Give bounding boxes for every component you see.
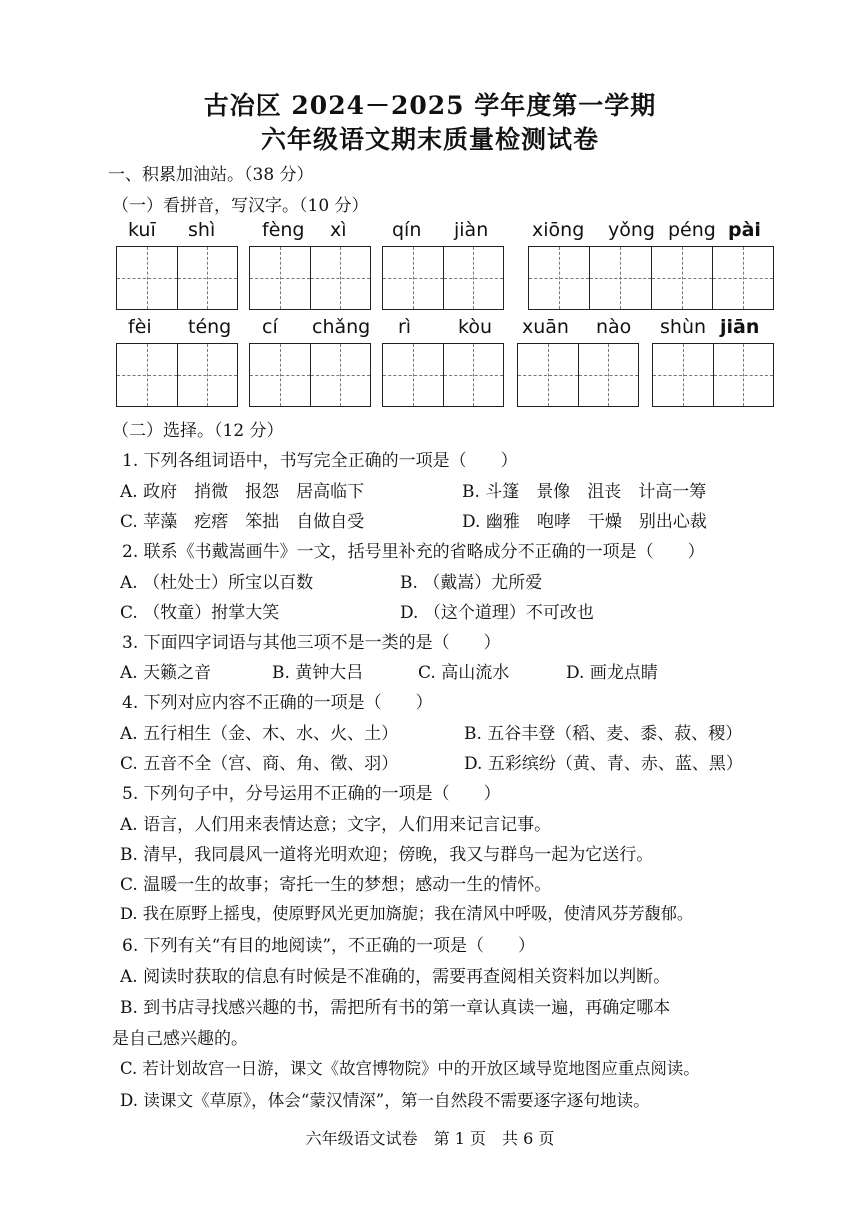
section1-heading: 一、积累加油站。（38 分） <box>108 165 314 185</box>
q2-option-a: A. （杜处士）所宝以百数 <box>120 573 314 593</box>
pinyin: péng <box>668 219 716 241</box>
question-5: 5. 下列句子中，分号运用不正确的一项是（ ） <box>122 784 501 804</box>
pinyin: xiōng <box>532 219 585 241</box>
writing-grid[interactable] <box>382 343 504 407</box>
pinyin: fèi <box>128 316 152 338</box>
q4-option-c: C. 五音不全（宫、商、角、徵、羽） <box>120 754 399 774</box>
question-1: 1. 下列各组词语中，书写完全正确的一项是（ ） <box>122 451 518 471</box>
question-4: 4. 下列对应内容不正确的一项是（ ） <box>122 693 433 713</box>
q6-option-b: B. 到书店寻找感兴趣的书，需把所有书的第一章认真读一遍，再确定哪本 <box>120 998 671 1018</box>
part1-heading: （一）看拼音，写汉字。（10 分） <box>112 196 369 216</box>
writing-grid[interactable] <box>652 343 774 407</box>
pinyin: jiàn <box>454 219 489 241</box>
writing-grid[interactable] <box>517 343 639 407</box>
exam-title-line1: 古冶区 2024－2025 学年度第一学期 <box>203 91 657 120</box>
writing-grid[interactable] <box>116 343 238 407</box>
pinyin: kuī <box>128 219 156 241</box>
pinyin: pài <box>728 219 761 241</box>
pinyin: shì <box>188 219 216 241</box>
q1-option-a: A. 政府 捎微 报怨 居高临下 <box>120 482 365 502</box>
q5-option-d: D. 我在原野上摇曳，使原野风光更加旖旎；我在清风中呼吸，使清风芬芳馥郁。 <box>120 904 694 923</box>
writing-grid[interactable] <box>249 246 371 310</box>
pinyin: yǒng <box>608 219 655 241</box>
q5-option-a: A. 语言，人们用来表情达意；文字，人们用来记言记事。 <box>120 815 552 835</box>
pinyin: shùn <box>660 316 707 338</box>
pinyin: qín <box>392 219 422 241</box>
q3-option-d: D. 画龙点睛 <box>566 663 658 683</box>
pinyin: téng <box>188 316 232 338</box>
pinyin: fèng <box>262 219 305 241</box>
q1-option-c: C. 苹藻 疙瘩 笨拙 自做自受 <box>120 512 365 532</box>
pinyin: xì <box>330 219 347 241</box>
q6-option-d: D. 读课文《草原》，体会“蒙汉情深”，第一自然段不需要逐字逐句地读。 <box>120 1091 650 1110</box>
page-footer: 六年级语文试卷 第 1 页 共 6 页 <box>305 1129 555 1148</box>
question-2: 2. 联系《书戴嵩画牛》一文，括号里补充的省略成分不正确的一项是（ ） <box>122 542 705 562</box>
q4-option-d: D. 五彩缤纷（黄、青、赤、蓝、黑） <box>464 754 743 774</box>
q4-option-a: A. 五行相生（金、木、水、火、土） <box>120 724 399 744</box>
pinyin: rì <box>398 316 412 338</box>
question-6: 6. 下列有关“有目的地阅读”，不正确的一项是（ ） <box>122 936 536 956</box>
pinyin: nào <box>596 316 632 338</box>
q6-option-a: A. 阅读时获取的信息有时候是不准确的，需要再查阅相关资料加以判断。 <box>120 967 671 987</box>
q3-option-a: A. 天籁之音 <box>120 663 212 683</box>
pinyin: kòu <box>458 316 492 338</box>
q5-option-b: B. 清早，我同晨风一道将光明欢迎；傍晚，我又与群鸟一起为它送行。 <box>120 845 654 865</box>
q1-option-b: B. 斗篷 景像 沮丧 计高一筹 <box>462 482 707 502</box>
part2-heading: （二）选择。（12 分） <box>112 421 284 441</box>
q3-option-b: B. 黄钟大吕 <box>272 663 364 683</box>
q2-option-b: B. （戴嵩）尤所爱 <box>400 573 543 593</box>
exam-title-line2: 六年级语文期末质量检测试卷 <box>260 125 599 154</box>
q3-option-c: C. 高山流水 <box>418 663 510 683</box>
q6-option-c: C. 若计划故宫一日游，课文《故宫博物院》中的开放区域导览地图应重点阅读。 <box>120 1059 700 1078</box>
q2-option-d: D. （这个道理）不可改也 <box>400 603 594 623</box>
q6-option-b-cont: 是自己感兴趣的。 <box>112 1029 248 1049</box>
pinyin: chǎng <box>312 316 371 338</box>
q5-option-c: C. 温暖一生的故事；寄托一生的梦想；感动一生的情怀。 <box>120 875 552 895</box>
writing-grid[interactable] <box>116 246 238 310</box>
writing-grid[interactable] <box>382 246 504 310</box>
writing-grid[interactable] <box>528 246 774 310</box>
q4-option-b: B. 五谷丰登（稻、麦、黍、菽、稷） <box>464 724 743 744</box>
pinyin: jiān <box>720 316 760 338</box>
pinyin: cí <box>262 316 278 338</box>
writing-grid[interactable] <box>249 343 371 407</box>
q1-option-d: D. 幽雅 咆哮 干燥 别出心裁 <box>462 512 707 532</box>
q2-option-c: C. （牧童）拊掌大笑 <box>120 603 280 623</box>
question-3: 3. 下面四字词语与其他三项不是一类的是（ ） <box>122 633 501 653</box>
pinyin: xuān <box>522 316 569 338</box>
